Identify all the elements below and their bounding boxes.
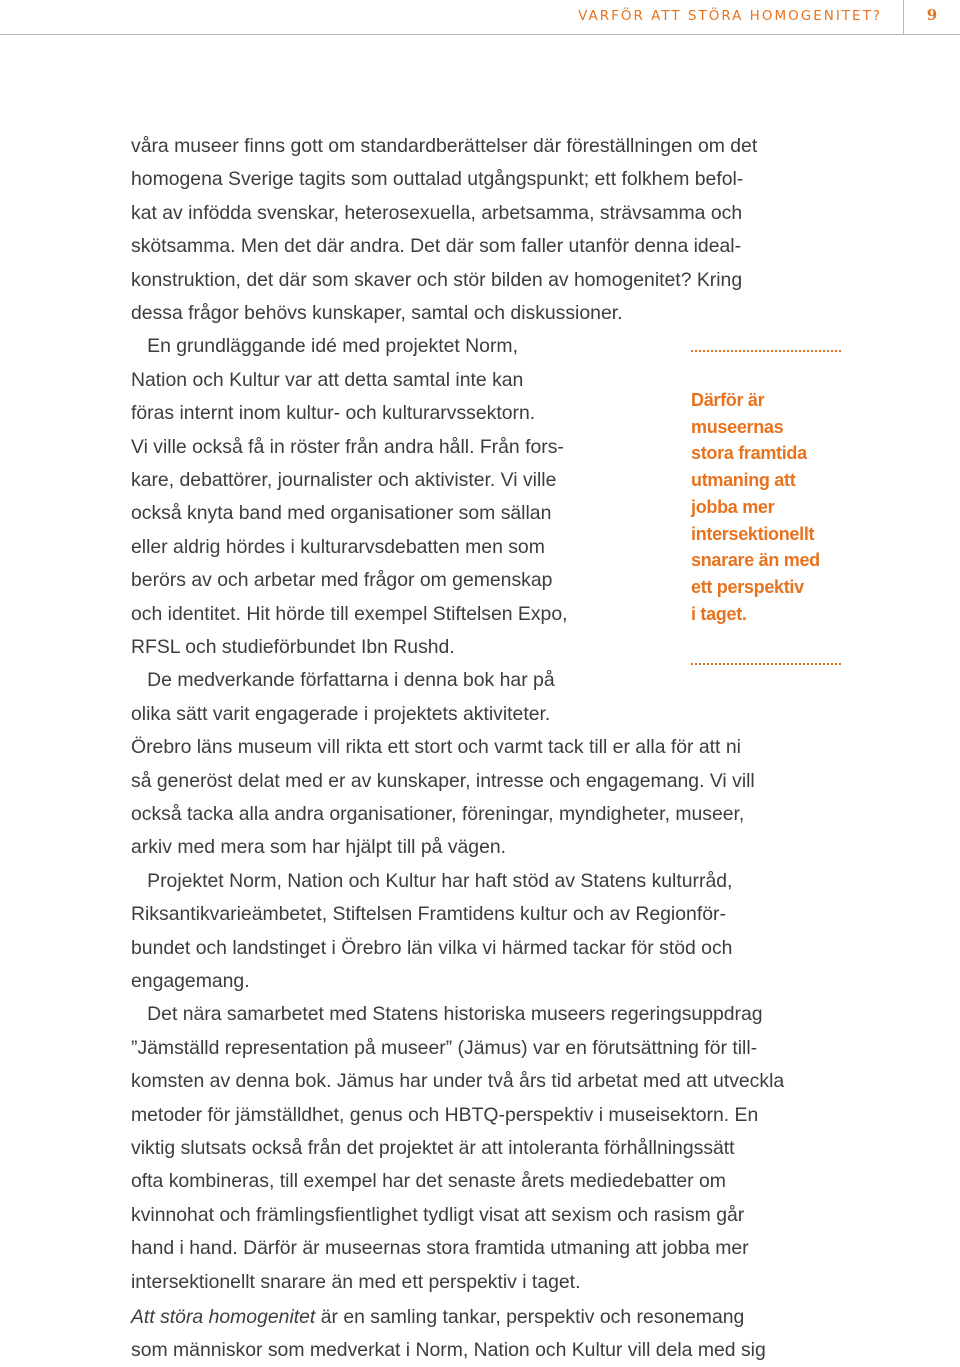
body-line: föras internt inom kultur- och kulturarvssektorn. (131, 402, 536, 425)
page-number: 9 (926, 6, 938, 24)
body-line: skötsamma. Men det där andra. Det där som faller utanför denna ideal- (131, 235, 742, 258)
body-line: kvinnohat och främlingsfientlighet tydligt visat att sexism och rasism går (131, 1203, 745, 1226)
body-line: och identitet. Hit hörde till exempel Stiftelsen Expo, (131, 602, 568, 625)
body-line: också knyta band med organisationer som sällan (131, 502, 552, 525)
body-line: ofta kombineras, till exempel har det senaste årets mediedebatter om (131, 1170, 726, 1193)
body-line: Vi ville också få in röster från andra håll. Från fors- (131, 435, 564, 458)
body-line: Örebro läns museum vill rikta ett stort och varmt tack till er alla för att ni (131, 736, 741, 759)
pull-quote-line: jobba mer (691, 496, 775, 517)
body-line: också tacka alla andra organisationer, föreningar, myndigheter, museer, (131, 803, 745, 825)
book-title-italic: Att störa homogenitet (131, 1306, 316, 1328)
body-line-last-1 (131, 1301, 744, 1334)
pull-quote-line: stora framtida (691, 443, 807, 464)
last-para-rest: är en samling tankar, perspektiv och resonemang (315, 1306, 745, 1328)
body-line: arkiv med mera som har hjälpt till på vägen. (131, 836, 507, 859)
pull-quote-line: i taget. (691, 603, 747, 624)
pull-quote-top-rule (691, 350, 841, 352)
body-line: Riksantikvarieämbetet, Stiftelsen Framtidens kultur och av Regionför- (131, 903, 726, 926)
body-line: metoder för jämställdhet, genus och HBTQ-perspektiv i museisektorn. En (131, 1103, 759, 1126)
body-line: RFSL och studieförbundet Ibn Rushd. (131, 636, 455, 658)
pull-quote-line: intersektionellt (691, 523, 815, 544)
pull-quote-line: ett perspektiv (691, 576, 804, 597)
body-line: hand i hand. Därför är museernas stora framtida utmaning att jobba mer (131, 1237, 749, 1260)
body-line: En grundläggande idé med projektet Norm, (131, 335, 518, 358)
body-line: eller aldrig hördes i kulturarvsdebatten men som (131, 535, 545, 558)
pull-quote-bottom-rule (691, 663, 841, 665)
body-line: så generöst delat med er av kunskaper, intresse och engagemang. Vi vill (131, 769, 755, 792)
header-rule (0, 34, 960, 35)
body-line: komsten av denna bok. Jämus har under två års tid arbetat med att utveckla (131, 1070, 785, 1093)
body-line: kat av infödda svenskar, heterosexuella, arbetsamma, strävsamma och (131, 201, 743, 224)
body-line: homogena Sverige tagits som outtalad utgångspunkt; ett folkhem befol- (131, 168, 744, 191)
pull-quote-line: snarare än med (691, 550, 820, 571)
pull-quote-line: Därför är (691, 390, 765, 410)
body-line: olika sätt varit engagerade i projektets aktiviteter. (131, 702, 551, 725)
body-line: De medverkande författarna i denna bok har på (131, 669, 555, 692)
running-header (0, 0, 960, 36)
pull-quote-text (691, 387, 851, 627)
body-line: Nation och Kultur var att detta samtal inte kan (131, 368, 524, 391)
body-line: våra museer finns gott om standardberättelser där föreställningen om det (131, 135, 758, 157)
body-line: Det nära samarbetet med Statens historiska museers regeringsuppdrag (131, 1003, 763, 1026)
body-line: ”Jämställd representation på museer” (Jämus) var en förutsättning för till- (131, 1036, 758, 1059)
pull-quote (691, 350, 851, 665)
body-line-last-2: som människor som medverkat i Norm, Nation och Kultur vill dela med sig (131, 1339, 766, 1361)
pull-quote-line: utmaning att (691, 470, 796, 491)
body-line: viktig slutsats också från det projektet är att intoleranta förhållningssätt (131, 1137, 735, 1159)
body-line: kare, debattörer, journalister och aktivister. Vi ville (131, 469, 557, 491)
body-line: intersektionellt snarare än med ett perspektiv i taget. (131, 1270, 581, 1293)
body-line: konstruktion, det där som skaver och stör bilden av homogenitet? Kring (131, 268, 743, 291)
pull-quote-line: museernas (691, 416, 784, 437)
body-line: Projektet Norm, Nation och Kultur har haft stöd av Statens kulturråd, (131, 869, 733, 892)
body-line: bundet och landstinget i Örebro län vilka vi härmed tackar för stöd och (131, 936, 733, 959)
body-line: berörs av och arbetar med frågor om gemenskap (131, 569, 553, 592)
running-title: VARFÖR ATT STÖRA HOMOGENITET? (578, 8, 882, 24)
body-line: dessa frågor behövs kunskaper, samtal och diskussioner. (131, 302, 623, 324)
body-line: engagemang. (131, 970, 250, 992)
